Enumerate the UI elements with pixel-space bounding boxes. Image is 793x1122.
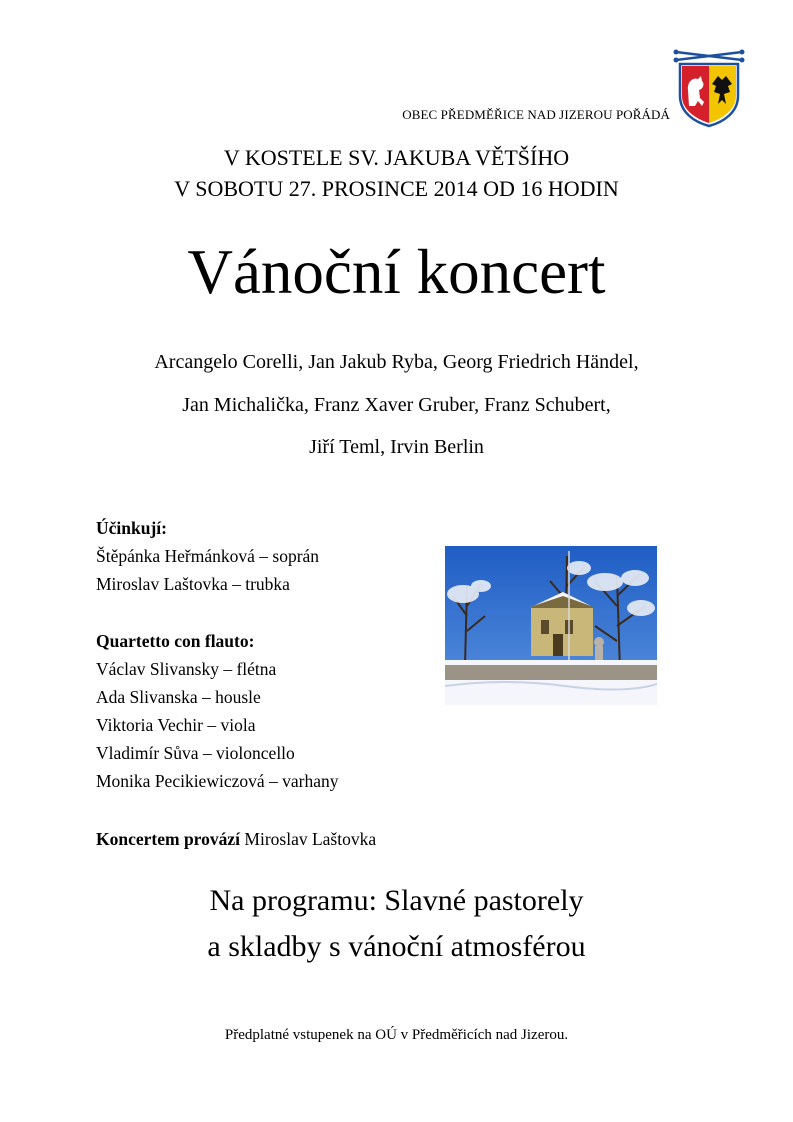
performers-heading: Účinkují: [96, 518, 167, 538]
quartet-item: Vladimír Sůva – violoncello [96, 743, 295, 763]
quartet-item: Ada Slivanska – housle [96, 687, 261, 707]
quartet-item: Monika Pecikiewiczová – varhany [96, 771, 339, 791]
composers-line-1: Arcangelo Corelli, Jan Jakub Ryba, Georg Friedrich Händel, [154, 351, 639, 373]
program-line-2: a skladby s vánoční atmosférou [207, 930, 586, 963]
host-line [96, 825, 376, 853]
host-name: Miroslav Laštovka [244, 829, 377, 849]
host-label: Koncertem provází [96, 829, 241, 849]
quartet-heading: Quartetto con flauto: [96, 631, 255, 651]
venue-line-2: V SOBOTU 27. PROSINCE 2014 OD 16 HODIN [174, 176, 619, 201]
performer-item: Miroslav Laštovka – trubka [96, 574, 290, 594]
quartet-item: Václav Slivansky – flétna [96, 659, 277, 679]
composers-line-2: Jan Michalička, Franz Xaver Gruber, Franz Schubert, [182, 394, 611, 416]
page-title: Vánoční koncert [187, 237, 606, 307]
performer-item: Štěpánka Heřmánková – soprán [96, 546, 320, 566]
organizer-line: OBEC PŘEDMĚŘICE NAD JIZEROU POŘÁDÁ [402, 107, 670, 122]
tickets-note: Předplatné vstupenek na OÚ v Předměřicích nad Jizerou. [224, 1027, 569, 1043]
quartet-item: Viktoria Vechir – viola [96, 715, 256, 735]
church-photo [445, 546, 657, 705]
coat-of-arms-icon [672, 46, 746, 128]
performers-list [96, 514, 319, 598]
program-line-1: Na programu: Slavné pastorely [209, 884, 584, 917]
venue-line-1: V KOSTELE SV. JAKUBA VĚTŠÍHO [223, 145, 570, 170]
composers-line-3: Jiří Teml, Irvin Berlin [309, 436, 484, 458]
quartet-list [96, 627, 339, 795]
